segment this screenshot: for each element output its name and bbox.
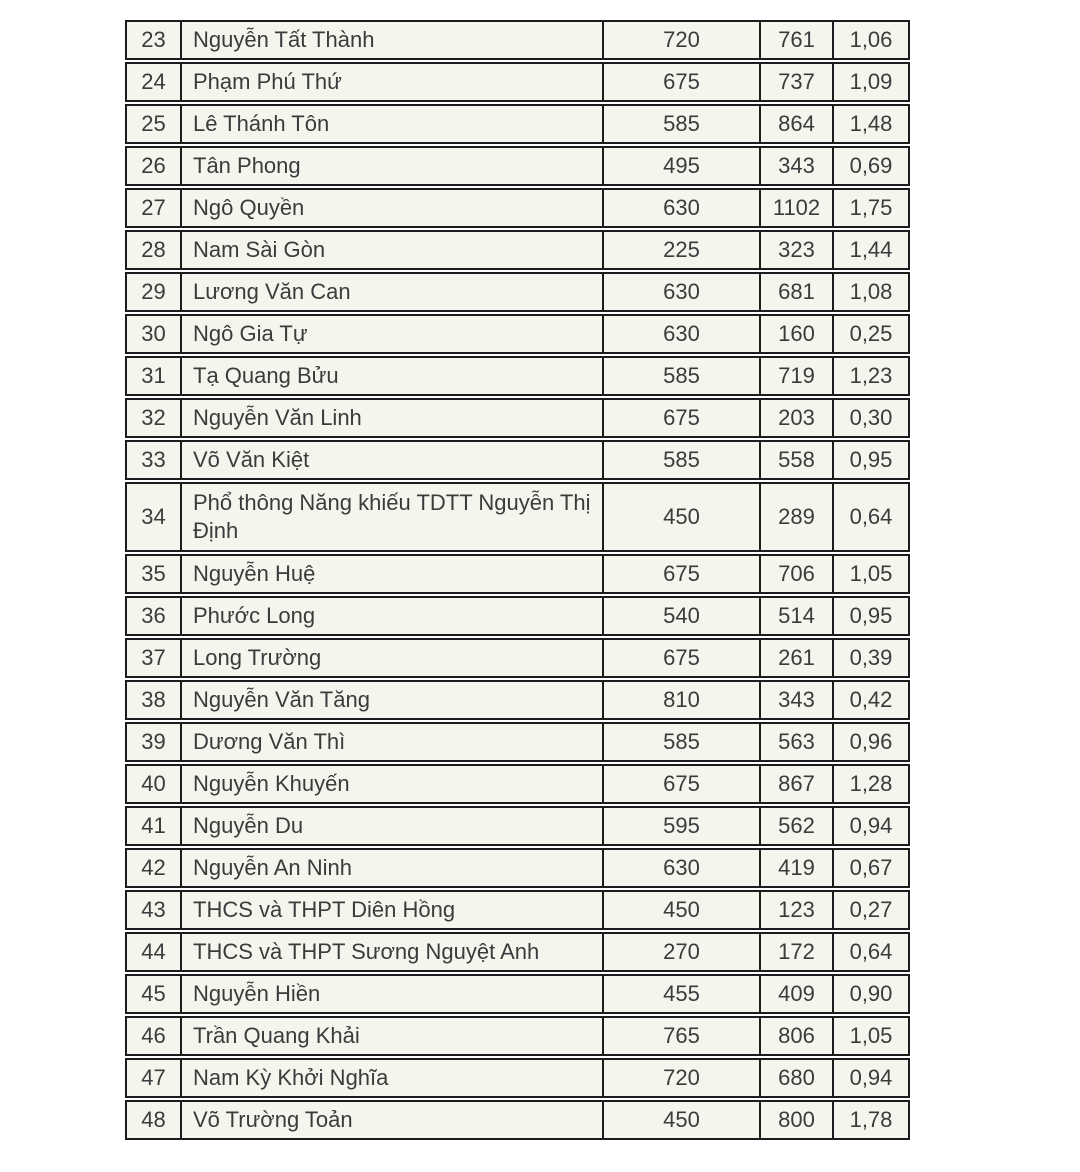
ratio-cell: 1,48 xyxy=(849,111,893,136)
value2-cell: 800 xyxy=(761,1102,834,1138)
value1-cell: 450 xyxy=(604,1102,761,1138)
table-row xyxy=(125,146,910,186)
table-row xyxy=(125,1058,910,1098)
value1-cell: 455 xyxy=(604,976,761,1012)
school-name-cell: Nguyễn Huệ xyxy=(182,556,604,592)
ratio-cell: 0,27 xyxy=(849,897,893,922)
ratio-cell: 0,64 xyxy=(849,504,893,529)
school-name-cell: Nam Sài Gòn xyxy=(182,232,604,268)
row-number-cell: 37 xyxy=(127,640,182,676)
ratio-cell: 0,95 xyxy=(849,603,893,628)
school-name-cell: Phổ thông Năng khiếu TDTT Nguyễn Thị Định xyxy=(182,484,604,550)
value2-cell: 343 xyxy=(761,682,834,718)
value2-cell: 680 xyxy=(761,1060,834,1096)
school-name-cell: Nguyễn Văn Linh xyxy=(182,400,604,436)
table-row xyxy=(125,596,910,636)
row-number-cell: 47 xyxy=(127,1060,182,1096)
row-number-cell: 31 xyxy=(127,358,182,394)
value1-cell: 675 xyxy=(604,766,761,802)
value2-cell: 160 xyxy=(761,316,834,352)
school-name-cell: Long Trường xyxy=(182,640,604,676)
value2-cell: 123 xyxy=(761,892,834,928)
row-number-cell: 33 xyxy=(127,442,182,478)
ratio-cell: 1,05 xyxy=(849,1023,893,1048)
ratio-cell: 1,09 xyxy=(849,69,893,94)
row-number-cell: 34 xyxy=(127,484,182,550)
value1-cell: 675 xyxy=(604,640,761,676)
table-row xyxy=(125,104,910,144)
row-number-cell: 32 xyxy=(127,400,182,436)
row-number-cell: 41 xyxy=(127,808,182,844)
ratio-cell: 0,69 xyxy=(849,153,893,178)
value1-cell: 540 xyxy=(604,598,761,634)
value1-cell: 765 xyxy=(604,1018,761,1054)
value2-cell: 761 xyxy=(761,22,834,58)
row-number-cell: 39 xyxy=(127,724,182,760)
value1-cell: 630 xyxy=(604,316,761,352)
table-row xyxy=(125,356,910,396)
table-row xyxy=(125,1100,910,1140)
row-number-cell: 29 xyxy=(127,274,182,310)
value2-cell: 864 xyxy=(761,106,834,142)
value1-cell: 585 xyxy=(604,358,761,394)
school-scores-table xyxy=(125,20,910,1142)
row-number-cell: 46 xyxy=(127,1018,182,1054)
school-name-cell: Ngô Quyền xyxy=(182,190,604,226)
school-name-cell: Nguyễn Hiền xyxy=(182,976,604,1012)
table-row xyxy=(125,314,910,354)
school-name-cell: Dương Văn Thì xyxy=(182,724,604,760)
row-number-cell: 45 xyxy=(127,976,182,1012)
table-row xyxy=(125,62,910,102)
row-number-cell: 36 xyxy=(127,598,182,634)
ratio-cell: 1,28 xyxy=(849,771,893,796)
value1-cell: 630 xyxy=(604,190,761,226)
school-name-cell: Nguyễn Văn Tăng xyxy=(182,682,604,718)
ratio-cell: 0,30 xyxy=(849,405,893,430)
table-row xyxy=(125,638,910,678)
row-number-cell: 26 xyxy=(127,148,182,184)
table-row xyxy=(125,188,910,228)
ratio-cell: 1,78 xyxy=(849,1107,893,1132)
ratio-cell: 0,90 xyxy=(849,981,893,1006)
school-name-cell: Nguyễn Khuyến xyxy=(182,766,604,802)
ratio-cell: 0,94 xyxy=(849,813,893,838)
table-row xyxy=(125,20,910,60)
school-name-cell: Nguyễn An Ninh xyxy=(182,850,604,886)
row-number-cell: 25 xyxy=(127,106,182,142)
school-name-cell: Võ Văn Kiệt xyxy=(182,442,604,478)
table-row xyxy=(125,440,910,480)
table-row xyxy=(125,482,910,552)
value2-cell: 514 xyxy=(761,598,834,634)
value1-cell: 595 xyxy=(604,808,761,844)
value1-cell: 810 xyxy=(604,682,761,718)
value2-cell: 172 xyxy=(761,934,834,970)
table-row xyxy=(125,974,910,1014)
value2-cell: 419 xyxy=(761,850,834,886)
value2-cell: 719 xyxy=(761,358,834,394)
ratio-cell: 0,67 xyxy=(849,855,893,880)
school-name-cell: Võ Trường Toản xyxy=(182,1102,604,1138)
value1-cell: 585 xyxy=(604,106,761,142)
ratio-cell: 0,42 xyxy=(849,687,893,712)
school-name-cell: Trần Quang Khải xyxy=(182,1018,604,1054)
table-row xyxy=(125,1016,910,1056)
ratio-cell: 1,75 xyxy=(849,195,893,220)
school-name-cell: Ngô Gia Tự xyxy=(182,316,604,352)
row-number-cell: 42 xyxy=(127,850,182,886)
ratio-cell: 0,96 xyxy=(849,729,893,754)
row-number-cell: 30 xyxy=(127,316,182,352)
school-name-cell: THCS và THPT Diên Hồng xyxy=(182,892,604,928)
ratio-cell: 0,95 xyxy=(849,447,893,472)
value1-cell: 270 xyxy=(604,934,761,970)
ratio-cell: 0,25 xyxy=(849,321,893,346)
row-number-cell: 28 xyxy=(127,232,182,268)
school-name-cell: Lê Thánh Tôn xyxy=(182,106,604,142)
value2-cell: 1102 xyxy=(761,190,834,226)
value2-cell: 343 xyxy=(761,148,834,184)
value1-cell: 585 xyxy=(604,724,761,760)
value1-cell: 675 xyxy=(604,64,761,100)
value2-cell: 289 xyxy=(761,484,834,550)
value1-cell: 495 xyxy=(604,148,761,184)
value1-cell: 720 xyxy=(604,22,761,58)
ratio-cell: 1,06 xyxy=(849,27,893,52)
table-row xyxy=(125,848,910,888)
ratio-cell: 0,39 xyxy=(849,645,893,670)
value2-cell: 562 xyxy=(761,808,834,844)
ratio-cell: 1,23 xyxy=(849,363,893,388)
value2-cell: 323 xyxy=(761,232,834,268)
table-row xyxy=(125,722,910,762)
table-row xyxy=(125,554,910,594)
table-row xyxy=(125,932,910,972)
school-name-cell: Nam Kỳ Khởi Nghĩa xyxy=(182,1060,604,1096)
value2-cell: 681 xyxy=(761,274,834,310)
value2-cell: 706 xyxy=(761,556,834,592)
row-number-cell: 44 xyxy=(127,934,182,970)
row-number-cell: 43 xyxy=(127,892,182,928)
value1-cell: 720 xyxy=(604,1060,761,1096)
ratio-cell: 1,44 xyxy=(849,237,893,262)
table-row xyxy=(125,230,910,270)
school-name-cell: Phạm Phú Thứ xyxy=(182,64,604,100)
table-row xyxy=(125,890,910,930)
value1-cell: 450 xyxy=(604,892,761,928)
row-number-cell: 27 xyxy=(127,190,182,226)
ratio-cell: 1,05 xyxy=(849,561,893,586)
table-row xyxy=(125,272,910,312)
school-name-cell: Tạ Quang Bửu xyxy=(182,358,604,394)
row-number-cell: 38 xyxy=(127,682,182,718)
row-number-cell: 35 xyxy=(127,556,182,592)
school-name-cell: Phước Long xyxy=(182,598,604,634)
row-number-cell: 24 xyxy=(127,64,182,100)
table-row xyxy=(125,806,910,846)
value1-cell: 585 xyxy=(604,442,761,478)
school-name-cell: Tân Phong xyxy=(182,148,604,184)
table-row xyxy=(125,398,910,438)
school-name-cell: Nguyễn Du xyxy=(182,808,604,844)
row-number-cell: 40 xyxy=(127,766,182,802)
value1-cell: 675 xyxy=(604,556,761,592)
row-number-cell: 23 xyxy=(127,22,182,58)
value1-cell: 630 xyxy=(604,274,761,310)
ratio-cell: 0,64 xyxy=(849,939,893,964)
value1-cell: 225 xyxy=(604,232,761,268)
value1-cell: 630 xyxy=(604,850,761,886)
value2-cell: 737 xyxy=(761,64,834,100)
value2-cell: 261 xyxy=(761,640,834,676)
ratio-cell: 1,08 xyxy=(849,279,893,304)
table-row xyxy=(125,764,910,804)
value2-cell: 409 xyxy=(761,976,834,1012)
value1-cell: 675 xyxy=(604,400,761,436)
value2-cell: 558 xyxy=(761,442,834,478)
value2-cell: 806 xyxy=(761,1018,834,1054)
table-row xyxy=(125,680,910,720)
value2-cell: 563 xyxy=(761,724,834,760)
ratio-cell: 0,94 xyxy=(849,1065,893,1090)
school-name-cell: THCS và THPT Sương Nguyệt Anh xyxy=(182,934,604,970)
row-number-cell: 48 xyxy=(127,1102,182,1138)
value2-cell: 203 xyxy=(761,400,834,436)
value1-cell: 450 xyxy=(604,484,761,550)
school-name-cell: Nguyễn Tất Thành xyxy=(182,22,604,58)
school-name-cell: Lương Văn Can xyxy=(182,274,604,310)
value2-cell: 867 xyxy=(761,766,834,802)
